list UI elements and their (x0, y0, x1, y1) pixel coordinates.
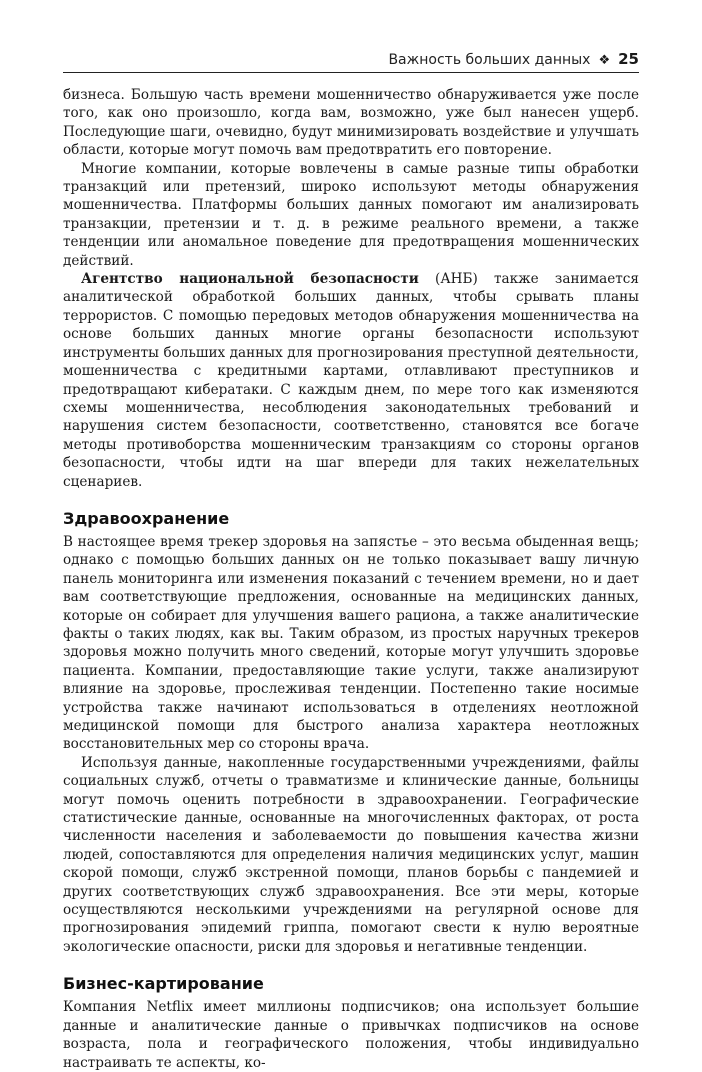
heading-healthcare: Здравоохранение (63, 508, 230, 528)
paragraph-fraud-detection: Многие компании, которые вовлечены в самые разные типы обработки транзакций или претензий, широко используют методы обнаружения мошенничества. Платформы больших данных помогают им анализировать транзакции, претензии и т. д. в режиме реального времени, а также тенденции или аномальное поведение для предотвращения мошеннических действий. (63, 160, 639, 269)
separator-ornament-icon: ❖ (598, 53, 611, 68)
paragraph-continuation: бизнеса. Большую часть времени мошенничество обнаруживается уже после того, как оно произошло, когда вам, возможно, уже был нанесен ущерб. Последующие шаги, очевидно, будут минимизировать воздействие и улучшать области, которые могут помочь вам предотвратить его повторение. (63, 87, 639, 159)
paragraph-healthcare-1: В настоящее время трекер здоровья на запястье – это весьма обыденная вещь; однако с помощью больших данных он не только показывает вашу личную панель мониторинга или изменения показаний с течением времени, но и дает вам соответствующие предложения, основанные на медицинских данных, которые он собирает для улучшения вашего рациона, а также аналитические факты о таких людях, как вы. Таким образом, из простых наручных трекеров здоровья можно получить много сведений, которые могут улучшить здоровье пациента. Компании, предоставляющие такие услуги, также анализируют влияние на здоровье, прослеживая тенденции. Постепенно такие носимые устройства также начинают использоваться в отделениях неотложной медицинской помощи для быстрого анализа характера неотложных восстановительных мер со стороны врача. (63, 533, 639, 753)
paragraph-healthcare-2: Используя данные, накопленные государственными учреждениями, файлы социальных служб, отчеты о травматизме и клинические данные, больницы могут помочь оценить потребности в здравоохранении. Географические статистические данные, основанные на многочисленных факторах, от роста численности населения и заболеваемости до повышения качества жизни людей, сопоставляются для определения наличия медицинских услуг, машин скорой помощи, служб экстренной помощи, планов борьбы с пандемией и других соответствующих служб здравоохранения. Все эти меры, которые осуществляются несколькими учреждениями на регулярной основе для прогнозирования эпидемий гриппа, помогают свести к нулю вероятные экологические опасности, риски для здоровья и негативные тенденции. (63, 754, 639, 955)
nsa-bold-term: Агентство национальной безопасности (81, 271, 419, 288)
page-number: 25 (618, 50, 639, 68)
heading-business-mapping: Бизнес-картирование (63, 974, 264, 994)
page-body (63, 86, 639, 1072)
paragraph-nsa (63, 270, 639, 491)
paragraph-business-1: Компания Netflix имеет миллионы подписчиков; она использует большие данные и аналитические данные о привычках подписчиков на основе возраста, пола и географического положения, чтобы индивидуально настраивать те аспекты, ко- (63, 999, 639, 1071)
nsa-text: (АНБ) также занимается аналитической обработкой больших данных, чтобы срывать планы террористов. С помощью передовых методов обнаружения мошенничества на основе больших данных многие органы безопасности используют инструменты больших данных для прогнозирования преступной деятельности, мошенничества с кредитными картами, отлавливают преступников и предотвращают кибератаки. С каждым днем, по мере того как изменяются схемы мошенничества, несоблюдения законодательных требований и нарушения систем безопасности, соответственно, становятся все богаче методы противоборства мошенническим транзакциям со стороны органов безопасности, чтобы идти на шаг впереди для таких нежелательных сценариев. (63, 271, 639, 490)
running-header (63, 42, 639, 73)
running-header-title: Важность больших данных (388, 52, 591, 68)
